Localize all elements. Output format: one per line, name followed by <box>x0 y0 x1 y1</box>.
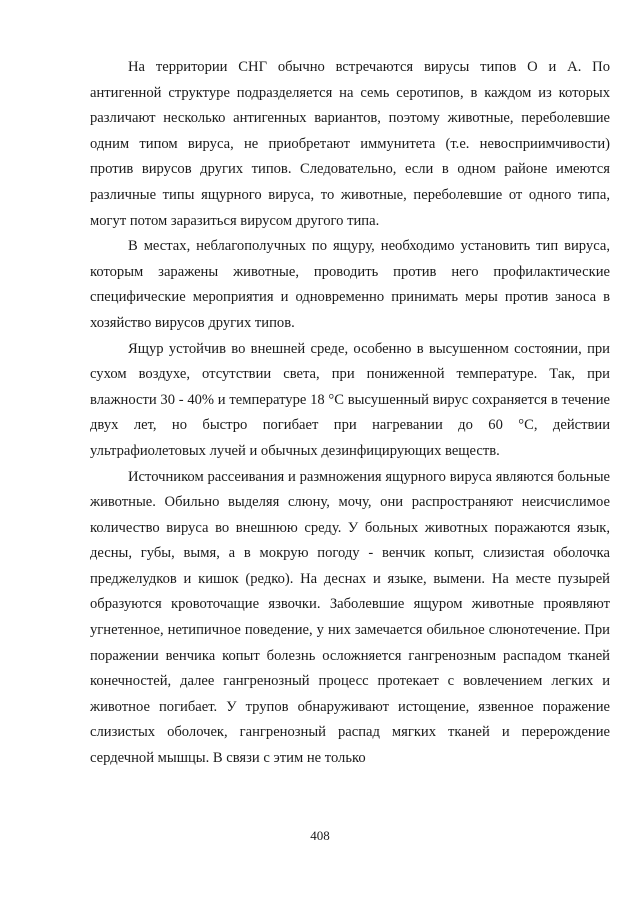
document-body <box>90 55 610 772</box>
page-number: 408 <box>310 828 330 843</box>
paragraph-virus-types: На территории СНГ обычно встречаются вирусы типов О и А. По антигенной структуре подразделяется на семь серотипов, в каждом из которых различают несколько антигенных вариантов, поэтому животные, переболевшие одним типом вируса, не приобретают иммунитета (т.е. невосприимчивости) против вирусов других типов. Следовательно, если в одном районе имеются различные типы ящурного вируса, то животные, переболевшие от одного типа, могут потом заразиться вирусом другого типа. <box>90 59 610 229</box>
paragraph-infection-source: Источником рассеивания и размножения ящурного вируса являются больные животные. Обильно выделяя слюну, мочу, они распространяют неисчислимое количество вируса во внешнюю среду. У больных животных поражаются язык, десны, губы, вымя, а в мокрую погоду - венчик копыт, слизистая оболочка преджелудков и кишок (редко). На деснах и языке, вымени. На месте пузырей образуются кровоточащие язвочки. Заболевшие ящуром животные проявляют угнетенное, нетипичное поведение, у них замечается обильное слюнотечение. При поражении венчика копыт болезнь осложняется гангренозным распадом тканей конечностей, далее гангренозный процесс протекает с вовлечением легких и животное погибает. У трупов обнаруживают истощение, язвенное поражение слизистых оболочек, гангренозный распад мягких тканей и перерождение сердечной мышцы. В связи с этим не только <box>90 468 610 767</box>
paragraph-virus-stability: Ящур устойчив во внешней среде, особенно в высушенном состоянии, при сухом воздухе, отсутствии света, при пониженной температуре. Так, при влажности 30 - 40% и температуре 18 °С высушенный вирус сохраняется в течение двух лет, но быстро погибает при нагревании до 60 °С, действии ультрафиолетовых лучей и обычных дезинфицирующих веществ. <box>90 340 610 459</box>
paragraph-prevention-measures: В местах, неблагополучных по ящуру, необходимо установить тип вируса, которым заражены животные, проводить против него профилактические специфические мероприятия и одновременно принимать меры против заноса в хозяйство вирусов других типов. <box>90 238 610 331</box>
